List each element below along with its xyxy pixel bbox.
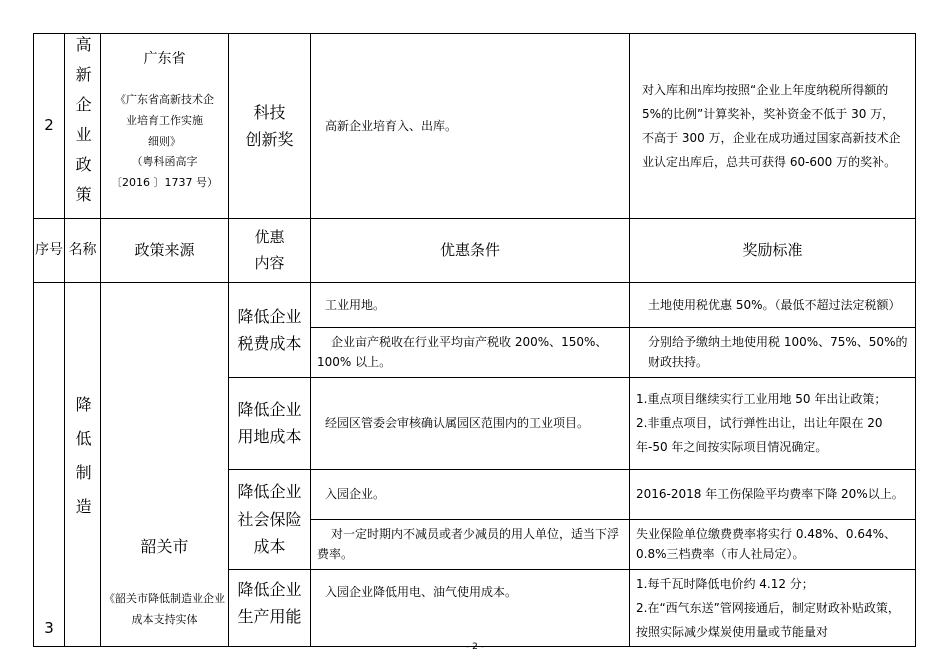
row2-seq: 2 <box>34 34 65 219</box>
row2-name-cell <box>65 34 101 219</box>
header-standard: 奖励标准 <box>630 219 916 283</box>
header-content-cell <box>229 219 311 283</box>
row3-name: 降低制造 <box>73 396 93 533</box>
group4-standard: 1.每千瓦时降低电价约 4.12 分； 2.在“西气东送”管网接通后，制定财政补贴政策，按照实际减少煤炭使用量或节能量对 <box>630 569 916 646</box>
group3-item1-condition: 入园企业。 <box>311 469 630 519</box>
group3-content-line: 成本 <box>253 536 286 556</box>
group3-content-line: 社会保险 <box>237 509 302 529</box>
group3-item2-standard: 失业保险单位缴费费率将实行 0.48%、0.64%、0.8%三档费率（市人社局定）。 <box>630 519 916 569</box>
page-number: - 2 - <box>466 642 484 652</box>
group1-item1-condition: 工业用地。 <box>311 283 630 328</box>
row2-content-line: 创新奖 <box>245 130 294 149</box>
header-seq: 序号 <box>34 219 65 283</box>
header-content-line: 内容 <box>254 253 285 272</box>
group4-content-cell <box>229 569 311 646</box>
group4-condition: 入园企业降低用电、油气使用成本。 <box>311 569 630 646</box>
group2-standard: 1.重点项目继续实行工业用地 50 年出让政策； 2.非重点项目，试行弹性出让，出让年限在 20 年-50 年之间按实际项目情况确定。 <box>630 377 916 469</box>
row-3a <box>34 283 916 328</box>
header-condition: 优惠条件 <box>311 219 630 283</box>
group1-content-line: 降低企业 <box>237 306 302 326</box>
row3-seq: 3 <box>34 283 65 647</box>
group4-content-line: 生产用能 <box>237 606 302 626</box>
group3-content-cell <box>229 469 311 569</box>
group4-content-line: 降低企业 <box>237 579 302 599</box>
row2-source-line: 〔2016 〕1737 号） <box>111 176 218 190</box>
group1-item1-standard: 土地使用税优惠 50%。（最低不超过法定税额） <box>630 283 916 328</box>
row3-source-title: 韶关市 <box>140 537 189 556</box>
row2-name: 高新企业政策 <box>73 36 93 216</box>
group2-content-cell <box>229 377 311 469</box>
row2-source-line: 业培育工作实施 <box>126 113 203 127</box>
row-2 <box>34 34 916 219</box>
group1-item2-standard: 分别给予缴纳土地使用税 100%、75%、50%的财政扶持。 <box>630 328 916 378</box>
row3-source-note: 《韶关市降低制造业企业成本支持实体 <box>104 592 225 626</box>
row2-source-line: 细则》 <box>148 134 181 148</box>
policy-table <box>33 33 916 647</box>
row3-name-cell <box>65 283 101 647</box>
header-source: 政策来源 <box>101 219 229 283</box>
group2-content-line: 降低企业 <box>237 400 302 420</box>
row3-source-cell <box>101 283 229 647</box>
row2-source-line: 《广东省高新技术企 <box>115 92 214 106</box>
group3-item1-standard: 2016-2018 年工伤保险平均费率下降 20%以上。 <box>630 469 916 519</box>
group3-item2-condition: 对一定时期内不减员或者少减员的用人单位，适当下浮费率。 <box>311 519 630 569</box>
row2-content-cell <box>229 34 311 219</box>
group1-item2-condition: 企业亩产税收在行业平均亩产税收 200%、150%、100% 以上。 <box>311 328 630 378</box>
group1-content-line: 税费成本 <box>237 333 302 353</box>
row2-source-line: （粤科函高字 <box>131 155 198 169</box>
group1-content-cell <box>229 283 311 378</box>
group2-condition: 经园区管委会审核确认属园区范围内的工业项目。 <box>311 377 630 469</box>
row2-condition: 高新企业培育入、出库。 <box>311 34 630 219</box>
row2-source-cell <box>101 34 229 219</box>
header-row <box>34 219 916 283</box>
row2-content-line: 科技 <box>253 102 286 122</box>
group2-content-line: 用地成本 <box>237 427 302 447</box>
group3-content-line: 降低企业 <box>237 482 302 502</box>
row2-standard: 对入库和出库均按照“企业上年度纳税所得额的 5%的比例”计算奖补，奖补资金不低于 30 万，不高于 300 万，企业在成功通过国家高新技术企业认定出库后，总共可获得 60-600 万的奖补。 <box>630 34 916 219</box>
header-name: 名称 <box>65 219 101 283</box>
row2-source-title: 广东省 <box>143 51 186 67</box>
header-content-line: 优惠 <box>254 228 285 246</box>
